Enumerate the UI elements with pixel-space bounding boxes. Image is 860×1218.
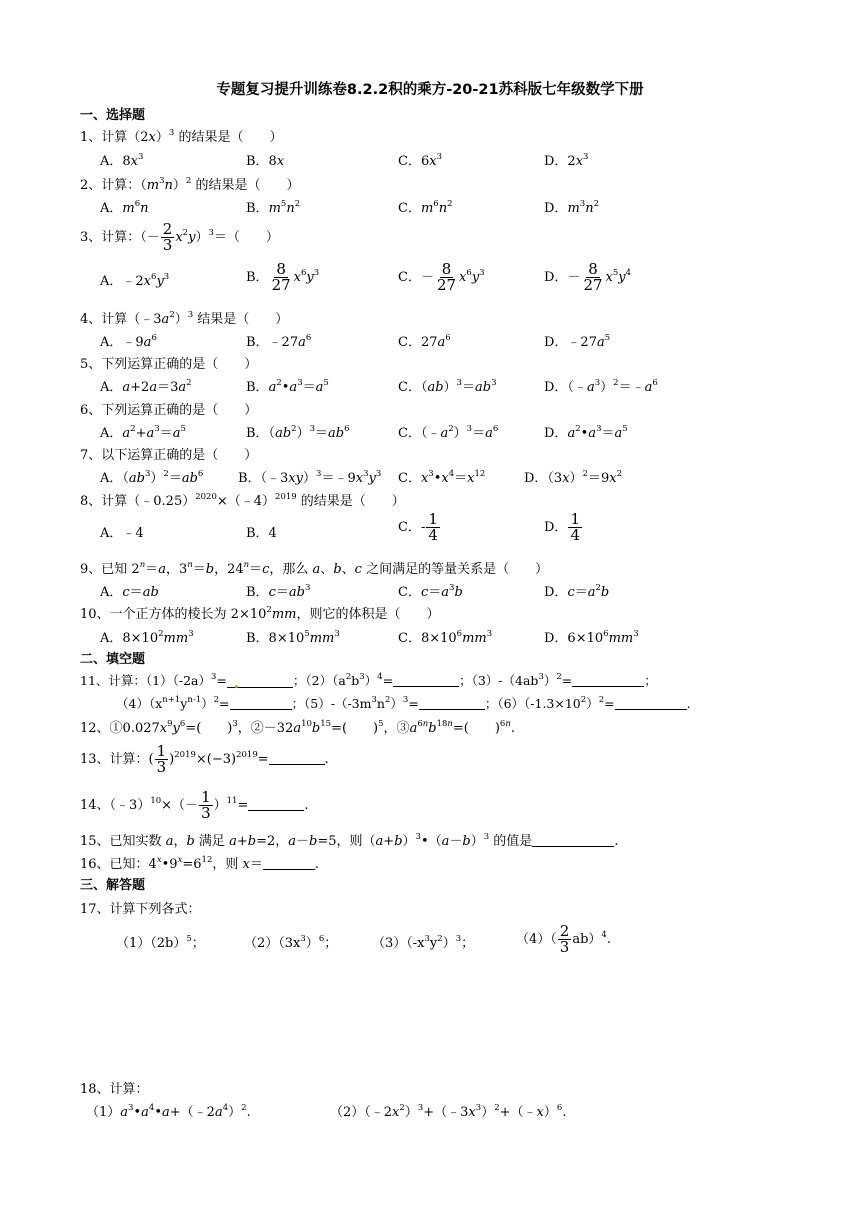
question-17-part-3: $(3)(-x^3y^2)^3$； [372,934,475,951]
question-6-option-d[interactable]: D．$a^2•a^3=a^5$ [544,424,628,441]
question-4-option-b[interactable]: B．$﹣27a^6$ [246,333,312,350]
question-8-option-c[interactable]: C．- $\frac{1}{4}$ [398,510,438,544]
question-7-option-a[interactable]: A．$(ab^3)^2=ab^6$ [100,469,204,486]
question-17-part-2: $(2)(3x^3)^6$； [244,934,338,951]
question-6-stem: 6、下列运算正确的是（ ） [80,403,258,418]
question-9-option-d[interactable]: D．$c=a^2b$ [544,583,610,600]
section-heading-fill: 二、填空题 [80,652,146,667]
question-13: 13、计算：( $\frac{1}{3}$ )$^{2019}\times(-3)^{2019}=$ . [80,742,329,776]
fraction-two-thirds: $\frac{2}{3}$ [162,220,173,254]
question-3-option-b[interactable]: B． $\frac{8}{27}$ $x^6y^3$ [246,260,320,294]
question-2-option-c[interactable]: C．$m^6n^2$ [398,199,453,216]
question-8-option-a[interactable]: A．﹣4 [100,526,144,541]
question-6-option-c[interactable]: C．$(﹣a^2)^3=a^6$ [398,424,499,441]
question-7-stem: 7、以下运算正确的是（ ） [80,448,258,463]
question-9-option-c[interactable]: C．$c=a^3b$ [398,583,463,600]
question-18-stem: 18、计算： [80,1082,149,1097]
question-10-option-d[interactable]: D．$6\times 10^6mm^3$ [544,629,639,646]
answer-blank[interactable] [230,697,292,710]
question-18-part-1: $(1)a^3•a^4•a+(﹣2a^4)^2$. [86,1103,251,1120]
question-4-option-c[interactable]: C．$27a^6$ [398,333,451,350]
question-1-option-a[interactable]: A．$8x^3$ [100,152,144,169]
question-10-option-c[interactable]: C．$8\times 10^6mm^3$ [398,629,493,646]
question-9-option-b[interactable]: B．$c=ab^3$ [246,583,311,600]
question-11-line-2: $(4)(x^{n+1}y^{n-1})^2=$ ；$(5)-(-3m^3n^2)^3=$ ；$(6)(-1.3\times 10^2)^2=$ . [116,695,691,711]
question-3-option-c[interactable]: C．－ $\frac{8}{27}$ $x^6y^3$ [398,260,485,294]
question-5-stem: 5、下列运算正确的是（ ） [80,357,258,372]
question-2-option-b[interactable]: B．$m^5n^2$ [246,199,301,216]
question-2-option-d[interactable]: D．$m^3n^2$ [544,199,599,216]
question-8-option-b[interactable]: B．4 [246,526,277,541]
question-1-option-d[interactable]: D．$2x^3$ [544,152,589,169]
question-17-stem: 17、计算下列各式： [80,902,201,917]
answer-blank[interactable] [419,697,485,710]
answer-blank[interactable] [393,674,459,687]
question-7-option-c[interactable]: C．$x^3•x^4=x^{12}$ [398,469,486,486]
section-heading-choice: 一、选择题 [80,108,146,123]
question-7-option-d[interactable]: D．$(3x)^2=9x^2$ [524,469,623,486]
question-15: 15、已知实数 a，b 满足 a+b=2，a－b=5，则$(a+b)^3•(a-b)^3$ 的值是 . [80,832,619,849]
question-17-part-1: $(1)(2b)^5$； [116,934,205,951]
question-1-stem: 1、计算$(2x)^3$ 的结果是（ ） [80,128,283,145]
answer-blank[interactable] [532,834,614,847]
question-9-option-a[interactable]: A．c＝ab [100,585,159,600]
question-6-option-a[interactable]: A．$a^2+a^3=a^5$ [100,424,186,441]
answer-blank[interactable] [227,675,293,688]
question-14: 14、（﹣3）$^{10}$×（－ $\frac{1}{3}$ ）$^{11}$= . [80,788,309,822]
section-heading-solve: 三、解答题 [80,878,146,893]
question-17-part-4: （4）（ $\frac{2}{3}$ ab）$^4$. [516,922,611,956]
answer-blank[interactable] [615,697,687,710]
question-18-part-2: $(2)(﹣2x^2)^3+(﹣3x^3)^2+(﹣x)^6$. [330,1103,567,1120]
question-8-stem: 8、计算（﹣0.25）$^{2020}$×（﹣4）$^{2019}$ 的结果是（ ） [80,492,405,509]
question-1-option-b[interactable]: B．8x [246,154,285,169]
question-5-option-a[interactable]: A．$a+2a=3a^2$ [100,378,192,395]
page-title: 专题复习提升训练卷8.2.2积的乘方-20-21苏科版七年级数学下册 [216,82,644,98]
question-3-option-a[interactable]: A．$﹣2x^6y^3$ [100,272,170,289]
question-5-option-b[interactable]: B．$a^2•a^3=a^5$ [246,378,329,395]
question-10-option-a[interactable]: A．$8\times 10^2mm^3$ [100,629,194,646]
question-8-option-d[interactable]: D． $\frac{1}{4}$ [544,510,580,544]
question-5-option-d[interactable]: D．$(﹣a^3)^2=﹣a^6$ [544,378,658,395]
question-6-option-b[interactable]: B．$(ab^2)^3=ab^6$ [246,424,350,441]
question-1-option-c[interactable]: C．$6x^3$ [398,152,442,169]
question-3-option-d[interactable]: D．－ $\frac{8}{27}$ $x^5y^4$ [544,260,632,294]
question-5-option-c[interactable]: C．$(ab)^3=ab^3$ [398,378,497,395]
question-16: 16、已知：$4^x•9^x=6^{12}$，则 x＝ . [80,855,320,872]
answer-blank[interactable] [248,798,304,811]
question-12: 12、$①0.027x^9y^6=$( )$^3$，$②-32a^{10}b^{15}=$( )$^5$，$③a^{6n}b^{18n}=$( )$^{6n}$. [80,719,515,736]
answer-blank[interactable] [572,674,644,687]
question-2-stem: 2、计算：$(m^3n)^2$ 的结果是（ ） [80,176,300,193]
question-10-stem: 10、一个正方体的棱长为 $2\times 10^2mm$，则它的体积是（ ） [80,605,440,622]
question-10-option-b[interactable]: B．$8\times 10^5mm^3$ [246,629,340,646]
answer-blank[interactable] [263,857,315,870]
question-3-stem: 3、计算：（－ $\frac{2}{3}$ $x^2y)^3=$（ ） [80,220,279,254]
question-4-stem: 4、计算$(﹣3a^2)^3$ 结果是（ ） [80,310,289,327]
answer-blank[interactable] [269,752,325,765]
question-4-option-d[interactable]: D．$﹣27a^5$ [544,333,611,350]
question-4-option-a[interactable]: A．$﹣9a^6$ [100,333,157,350]
question-11-line-1: 11、计算：$(1)(-2a)^3=$ ；$(2)(a^2b^3)^4=$ ；$(3)-(4ab^3)^2=$ ； [80,672,657,688]
question-7-option-b[interactable]: B．$(﹣3xy)^3=﹣9x^3y^3$ [238,469,382,486]
question-2-option-a[interactable]: A．$m^6n$ [100,199,149,216]
question-9-stem: 9、已知 $2^n=a$，$3^n=b$，$24^n=c$，那么 a、b、c 之间满足的等量关系是（ ） [80,560,549,577]
